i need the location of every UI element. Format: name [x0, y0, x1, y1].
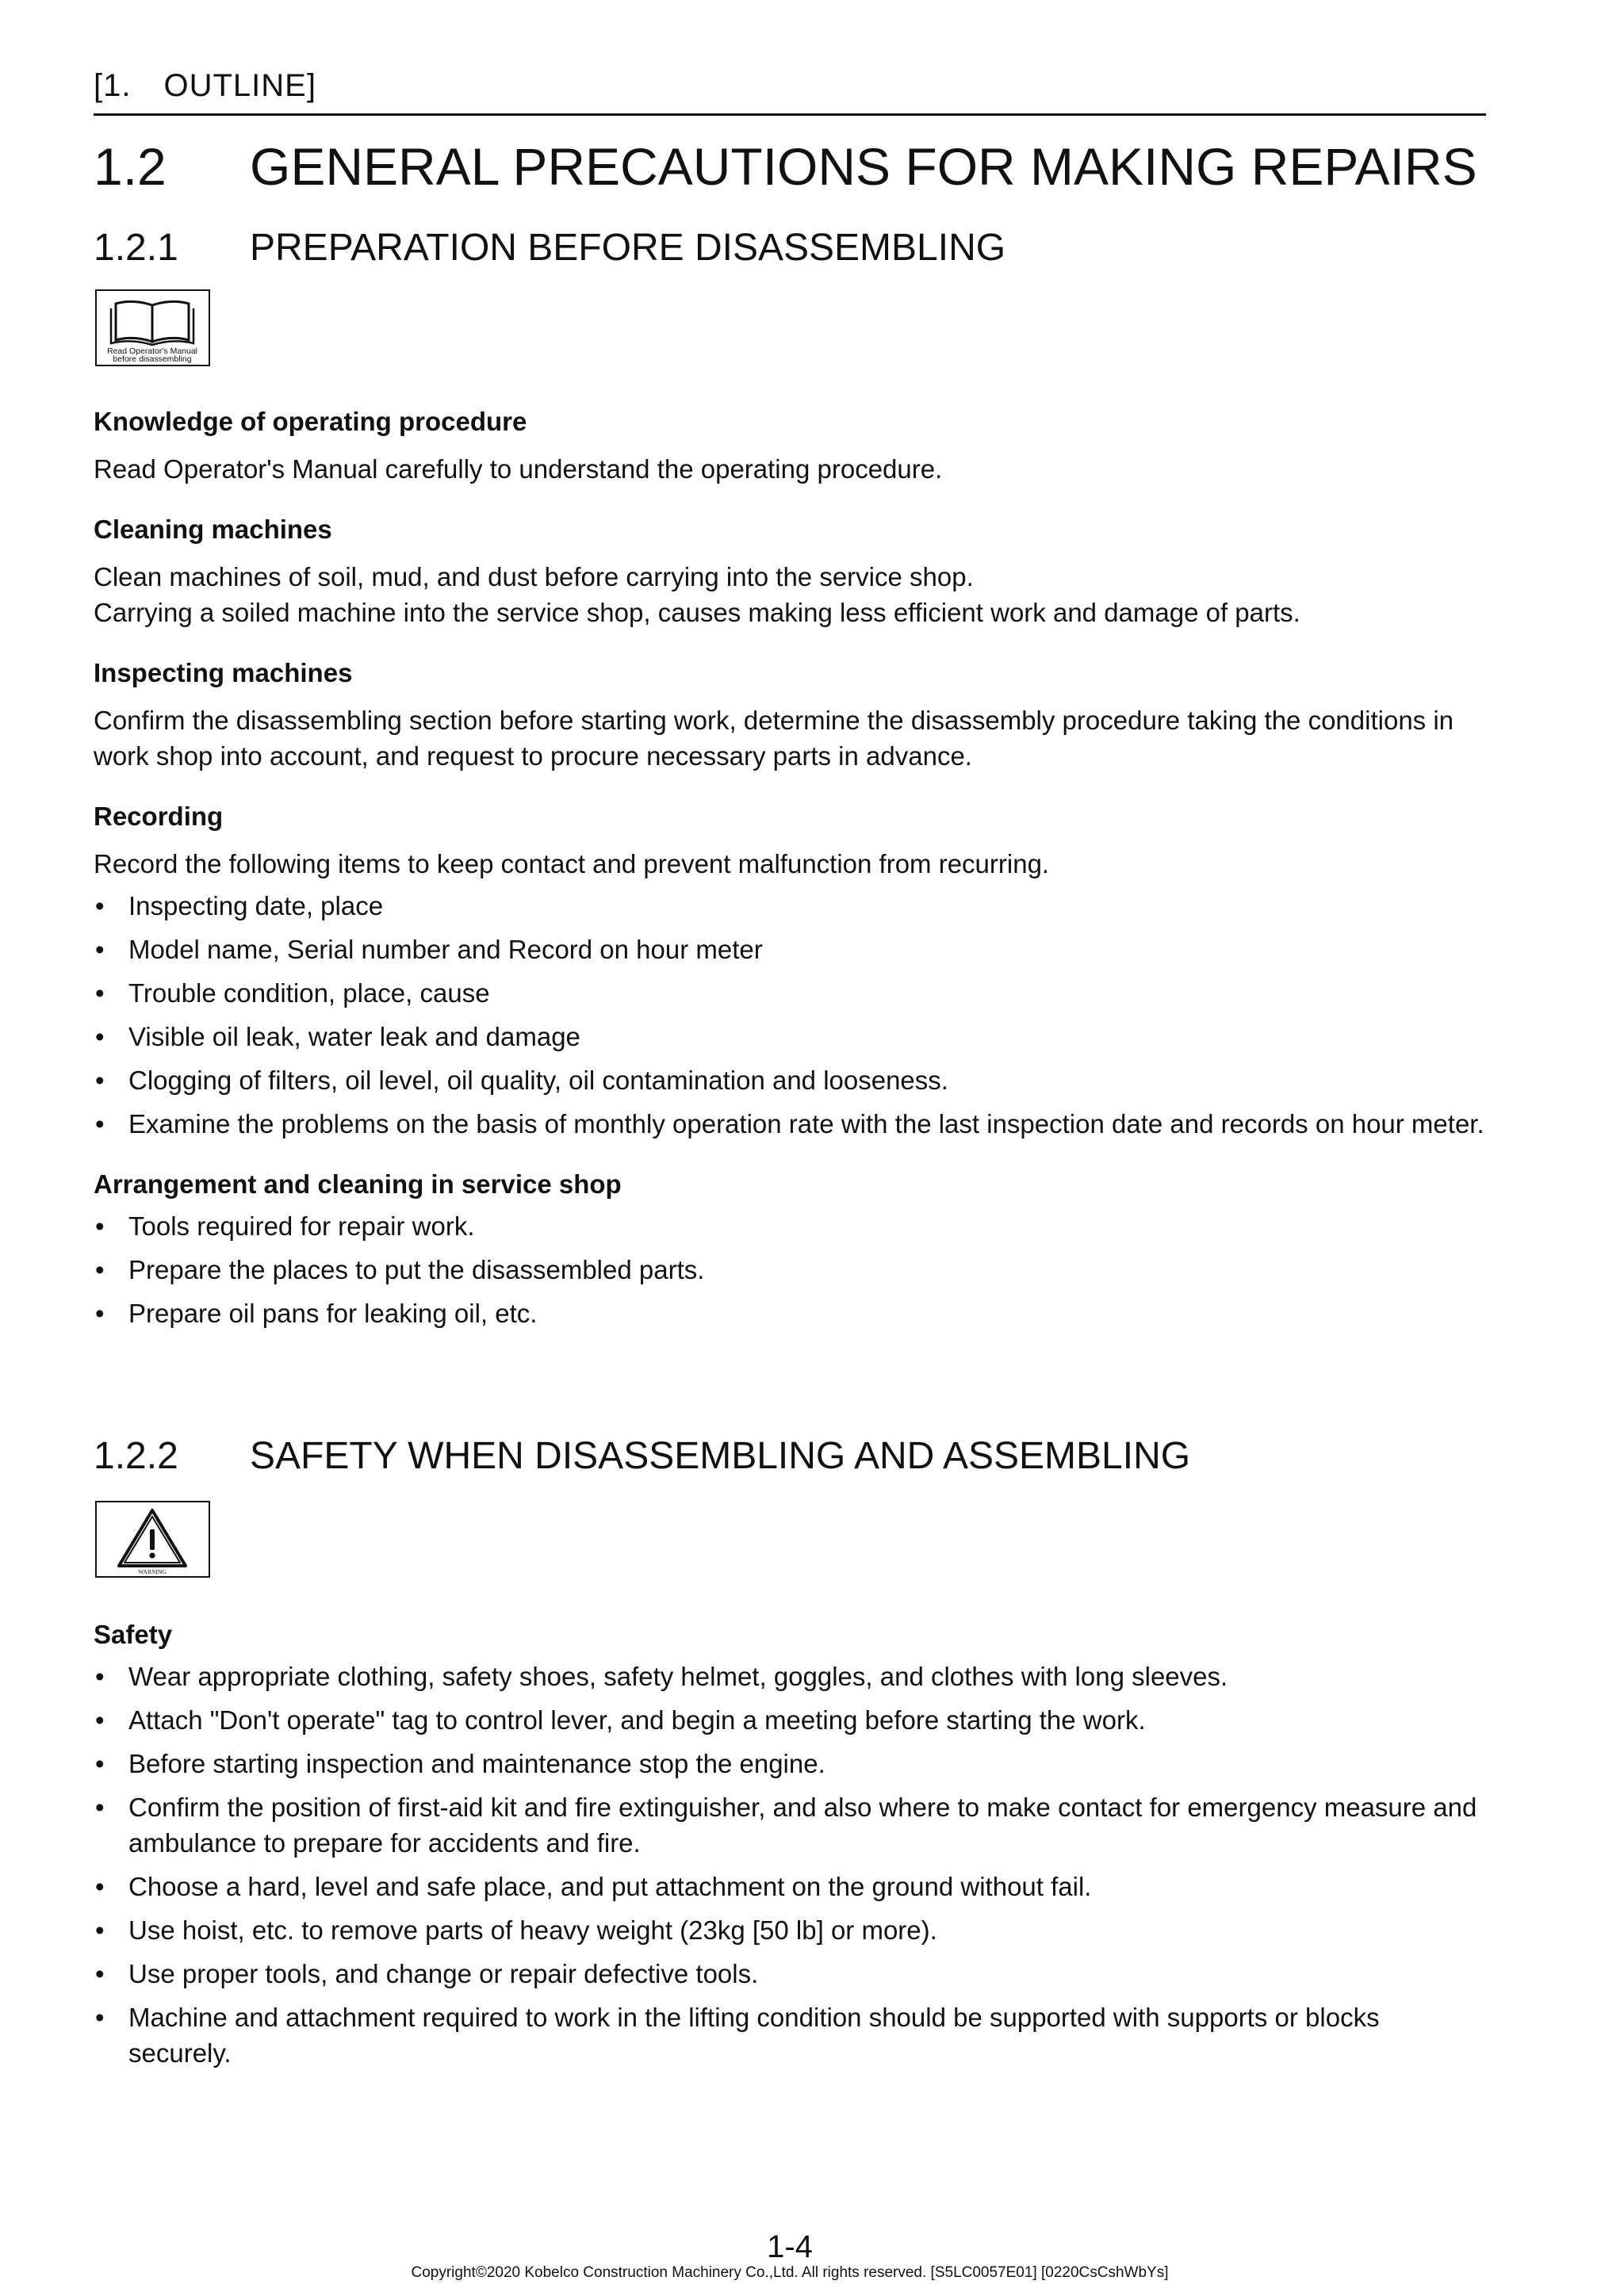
subsection-1-body: [94, 404, 1486, 1339]
block-knowledge: [94, 404, 1486, 487]
block-inspecting: [94, 656, 1486, 774]
copyright-notice: Copyright©2020 Kobelco Construction Machinery Co.,Ltd. All rights reserved. [S5LC0057E01] [0220CsCshWbYs]: [411, 2264, 1169, 2281]
block-paragraph: Record the following items to keep contact and prevent malfunction from recurring.: [94, 849, 1050, 878]
icon-caption-line1: Read Operator's Manual: [106, 346, 198, 356]
safety-list: [94, 1659, 1486, 2071]
block-cleaning: [94, 512, 1486, 630]
list-item: • Attach "Don't operate" tag to control lever, and begin a meeting before starting the work.: [94, 1702, 1486, 1738]
list-item: • Visible oil leak, water leak and damage: [94, 1019, 1486, 1054]
block-arrangement: [94, 1167, 1486, 1331]
block-heading: Inspecting machines: [94, 658, 353, 687]
list-item: • Clogging of filters, oil level, oil quality, oil contamination and looseness.: [94, 1062, 1486, 1098]
list-item: • Confirm the position of first-aid kit and fire extinguisher, and also where to make contact for emergency measure and ambulance to prepare for accidents and fire.: [94, 1789, 1486, 1861]
header-divider: [94, 113, 1486, 116]
list-item: • Machine and attachment required to work in the lifting condition should be supported with supports or blocks securely.: [94, 1999, 1486, 2071]
block-heading: Knowledge of operating procedure: [94, 407, 527, 436]
block-heading: Safety: [94, 1620, 173, 1649]
paragraph-line: Carrying a soiled machine into the service shop, causes making less efficient work and damage of parts.: [94, 598, 1300, 627]
icon-caption: WARNING: [138, 1568, 167, 1575]
icon-caption-line2: before disassembling: [113, 354, 192, 364]
list-item: • Examine the problems on the basis of monthly operation rate with the last inspection date and records on hour meter.: [94, 1106, 1486, 1142]
running-header: [1. OUTLINE]: [94, 68, 316, 103]
page-number: 1-4: [767, 2229, 813, 2264]
block-paragraph: Read Operator's Manual carefully to understand the operating procedure.: [94, 454, 943, 484]
list-item: • Choose a hard, level and safe place, and put attachment on the ground without fail.: [94, 1869, 1486, 1904]
section-title: GENERAL PRECAUTIONS FOR MAKING REPAIRS: [250, 137, 1477, 196]
list-item: • Inspecting date, place: [94, 888, 1486, 924]
section-number: 1.2: [94, 137, 167, 196]
list-item: • Wear appropriate clothing, safety shoes, safety helmet, goggles, and clothes with long sleeves.: [94, 1659, 1486, 1694]
subsection-2-number: 1.2.2: [94, 1435, 178, 1477]
list-item: • Prepare the places to put the disassembled parts.: [94, 1252, 1486, 1288]
subsection-1-title: PREPARATION BEFORE DISASSEMBLING: [250, 227, 1006, 269]
list-item: • Before starting inspection and maintenance stop the engine.: [94, 1746, 1486, 1781]
block-recording: [94, 799, 1486, 1142]
block-heading: Recording: [94, 802, 224, 831]
section-heading: [94, 135, 1477, 198]
read-manual-icon: [95, 289, 210, 366]
paragraph-line: Clean machines of soil, mud, and dust before carrying into the service shop.: [94, 562, 974, 591]
subsection-2-heading: [94, 1433, 1190, 1480]
block-heading: Arrangement and cleaning in service shop: [94, 1169, 622, 1199]
warning-triangle-icon: [95, 1501, 210, 1578]
block-paragraph: [94, 559, 1486, 630]
block-heading: Cleaning machines: [94, 515, 332, 544]
subsection-2-body: [94, 1617, 1486, 2079]
subsection-1-heading: [94, 224, 1005, 272]
recording-list: [94, 888, 1486, 1142]
list-item: • Use proper tools, and change or repair defective tools.: [94, 1956, 1486, 1992]
block-paragraph: Confirm the disassembling section before starting work, determine the disassembly procedure taking the conditions in work shop into account, and request to procure necessary parts in advance.: [94, 706, 1454, 771]
list-item: • Model name, Serial number and Record on hour meter: [94, 932, 1486, 967]
arrangement-list: [94, 1208, 1486, 1331]
list-item: • Prepare oil pans for leaking oil, etc.: [94, 1295, 1486, 1331]
subsection-1-number: 1.2.1: [94, 227, 178, 269]
list-item: • Use hoist, etc. to remove parts of heavy weight (23kg [50 lb] or more).: [94, 1912, 1486, 1948]
subsection-2-title: SAFETY WHEN DISASSEMBLING AND ASSEMBLING: [250, 1435, 1191, 1477]
list-item: • Tools required for repair work.: [94, 1208, 1486, 1244]
list-item: • Trouble condition, place, cause: [94, 975, 1486, 1011]
